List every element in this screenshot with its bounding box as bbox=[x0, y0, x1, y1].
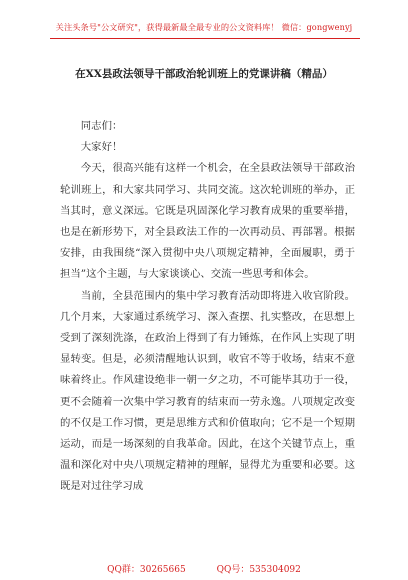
greeting: 大家好！ bbox=[80, 141, 123, 154]
paragraph-2: 当前，全县范围内的集中学习教育活动即将进入收官阶段。几个月来，大家通过系统学习、深入查摆、扎实整改，在思想上受到了深刻洗涤，在政治上得到了有力锤炼，在作风上实现了明显转变。但是，必须清醒地认识到，收官不等于收场，结束不意味着终止。作风建设绝非一朝一夕之功，不可能毕其功于一役，更不会随着一次集中学习教育的结束而一劳永逸。八项规定改变的不仅是工作习惯，更是思维方式和价值取向；它不是一个短期运动，而是一场深刻的自我革命。因此，在这个关键节点上，重温和深化对中央八项规定精神的理解，显得尤为重要和必要。这既是对过往学习成 bbox=[60, 289, 355, 493]
footer-contact bbox=[0, 562, 408, 575]
footer-qq-group: QQ群：30265665 bbox=[107, 565, 186, 575]
document-body bbox=[60, 116, 355, 498]
header-divider bbox=[50, 38, 360, 39]
footer-qq-number: QQ号：535304092 bbox=[216, 565, 301, 575]
paragraph-1: 今天，很高兴能有这样一个机会，在全县政法领导干部政治轮训班上，和大家共同学习、共同交流。这次轮训班的举办，正当其时，意义深远。它既是巩固深化学习教育成果的重要举措，也是在新形势下，对全县政法工作的一次再动员、再部署。根据安排，由我围绕“深入贯彻中央八项规定精神，全面履职，勇于担当”这个主题，与大家谈谈心、交流一些思考和体会。 bbox=[60, 162, 355, 281]
header-promo-note: 关注头条号"公文研究"，获得最新最全最专业的公文资料库！ 微信：gongwenyj bbox=[55, 22, 353, 32]
salutation: 同志们： bbox=[80, 120, 123, 132]
document-title: 在XX县政法领导干部政治轮训班上的党课讲稿（精品） bbox=[75, 68, 333, 80]
